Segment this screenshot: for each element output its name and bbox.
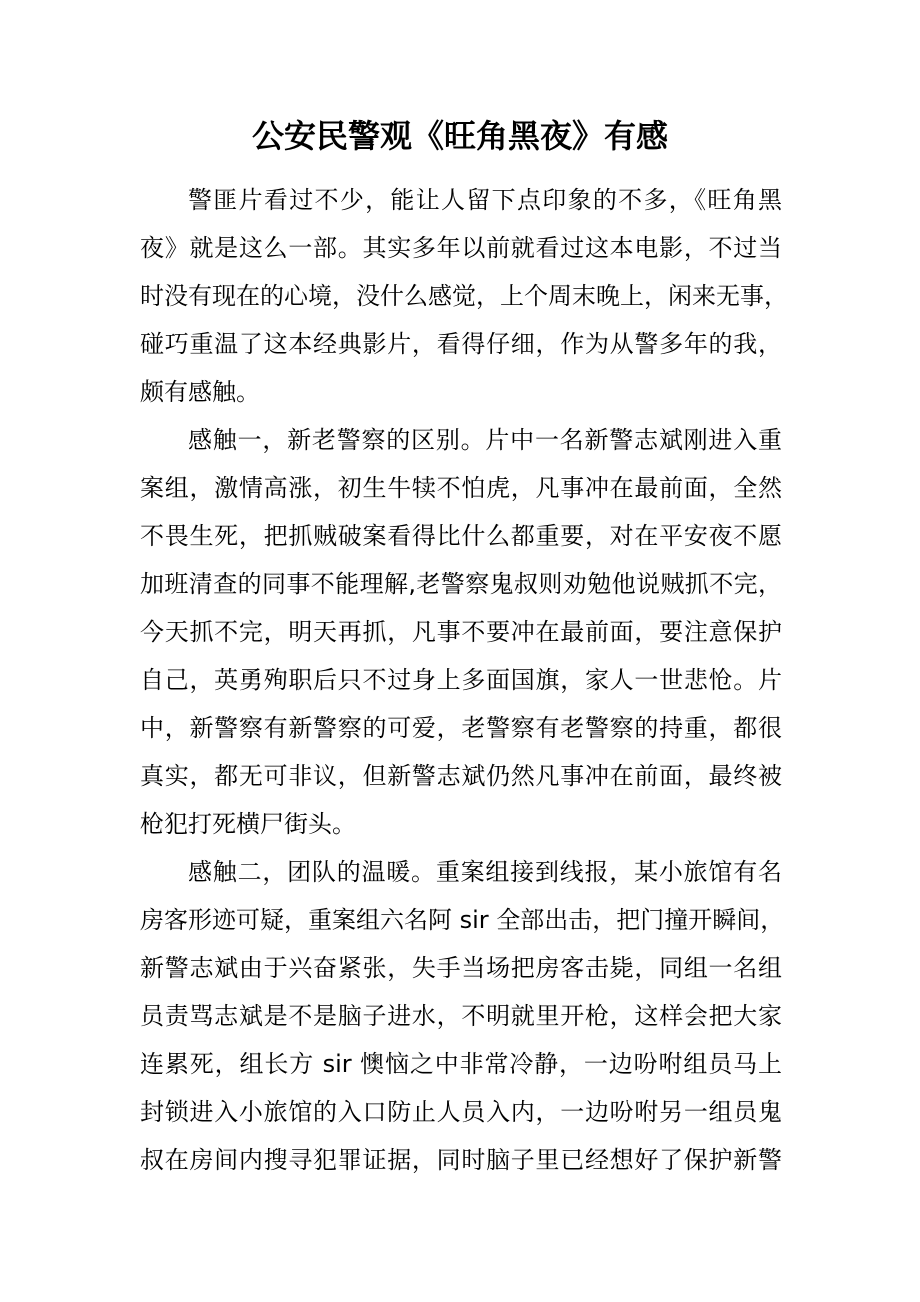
text-line: 加班清查的同事不能理解,老警察鬼叔则劝勉他说贼抓不完， [140, 570, 782, 598]
text-line: 感触一，新老警察的区别。片中一名新警志斌刚进入重 [188, 426, 782, 454]
text-line: 警匪片看过不少，能让人留下点印象的不多，《旺角黑 [188, 186, 782, 214]
text-line: 封锁进入小旅馆的入口防止人员入内，一边吩咐另一组员鬼 [140, 1098, 782, 1126]
paragraph [140, 176, 788, 416]
text-line: 叔在房间内搜寻犯罪证据，同时脑子里已经想好了保护新警 [140, 1146, 782, 1174]
paragraph [140, 416, 782, 848]
paragraph [140, 848, 785, 1184]
text-line: 中，新警察有新警察的可爱，老警察有老警察的持重，都很 [140, 714, 782, 742]
text-line: 时没有现在的心境，没什么感觉，上个周末晚上，闲来无事， [140, 282, 788, 310]
text-line: 枪犯打死横尸街头。 [140, 810, 356, 838]
text-line: 碰巧重温了这本经典影片，看得仔细，作为从警多年的我， [140, 330, 782, 358]
text-line: 连累死，组长方 sir 懊恼之中非常冷静，一边吩咐组员马上 [140, 1050, 782, 1078]
text-line: 案组，激情高涨，初生牛犊不怕虎，凡事冲在最前面，全然 [140, 474, 782, 502]
text-line: 自己，英勇殉职后只不过身上多面国旗，家人一世悲怆。片 [140, 666, 782, 694]
text-line: 房客形迹可疑，重案组六名阿 sir 全部出击，把门撞开瞬间， [140, 906, 785, 934]
text-line: 不畏生死，把抓贼破案看得比什么都重要，对在平安夜不愿 [140, 522, 782, 550]
document-body [140, 176, 788, 1184]
text-line: 颇有感触。 [140, 378, 260, 406]
text-line: 真实，都无可非议，但新警志斌仍然凡事冲在前面，最终被 [140, 762, 782, 790]
text-line: 新警志斌由于兴奋紧张，失手当场把房客击毙，同组一名组 [140, 954, 782, 982]
page-title: 公安民警观《旺角黑夜》有感 [251, 117, 668, 155]
text-line: 今天抓不完，明天再抓，凡事不要冲在最前面，要注意保护 [140, 618, 782, 646]
text-line: 员责骂志斌是不是脑子进水，不明就里开枪，这样会把大家 [140, 1002, 782, 1030]
text-line: 感触二，团队的温暖。重案组接到线报，某小旅馆有名 [188, 858, 782, 886]
text-line: 夜》就是这么一部。其实多年以前就看过这本电影，不过当 [140, 234, 782, 262]
